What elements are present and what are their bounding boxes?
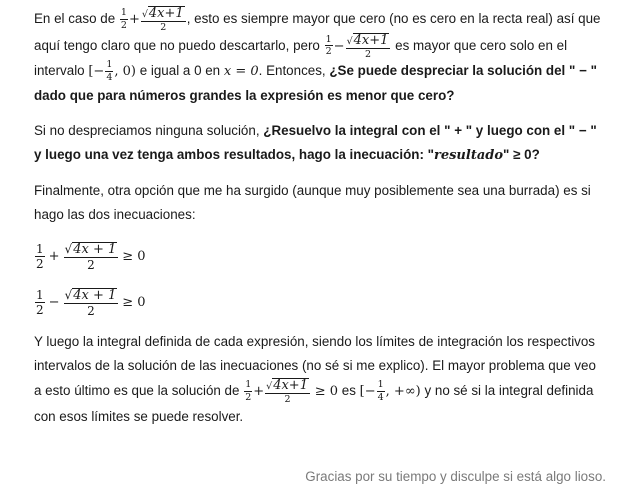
fraction-sqrt: $\frac{√4x+1}{2}$ (266, 378, 308, 405)
geq-zero: ≥ 0 (122, 294, 146, 310)
paragraph-2 (34, 119, 604, 168)
fraction-sqrt: $\frac{√4x + 1}{2}$ (64, 241, 117, 272)
interval-open: [− (88, 64, 105, 79)
minus-sign: − (333, 38, 345, 54)
question-body (34, 6, 604, 440)
text: es mayor que cero solo en el intervalo (34, 37, 568, 78)
question-bold-2: ¿Resuelvo la integral con el " + " y luego con el " − " y luego una vez tenga ambos resultados, hago la inecuación: "resultado" ≥ 0? (34, 123, 597, 163)
fraction-one-half: $\frac{1}{2}$ (245, 379, 252, 403)
fraction-one-half: $\frac{1}{2}$ (325, 33, 332, 58)
minus-sign: − (48, 294, 60, 310)
math-resultado: resultado (433, 148, 504, 163)
fraction-sqrt: $\frac{√4x+1}{2}$ (141, 6, 184, 33)
text: e igual a 0 en (139, 63, 221, 78)
interval-open: [− (359, 383, 376, 399)
text: Si no despreciamos ninguna solución, (34, 123, 260, 138)
text: Y luego la integral definida de cada expresión, siendo los límites de integración los respectivos intervalos de la solución de las inecuaciones (no sé si me explico). El mayor problema que veo a esto último es que la solución de (34, 334, 596, 398)
geq-zero: ≥ 0 (122, 248, 146, 264)
interval-close: , +∞) (385, 383, 421, 399)
plus-sign: + (253, 383, 265, 399)
text: y no sé si la integral definida con esos límites se puede resolver. (34, 382, 594, 424)
plus-sign: + (128, 11, 140, 27)
text: es (341, 382, 356, 398)
fraction-one-half: $\frac{1}{2}$ (36, 241, 44, 271)
footer-note: Gracias por su tiempo y disculpe si está algo lioso. (305, 469, 606, 484)
plus-sign: + (48, 248, 60, 264)
text: En el caso de (34, 10, 116, 26)
inequation-minus (34, 284, 604, 320)
math-x-equals-zero: x = 0 (223, 64, 259, 79)
fraction-sqrt: $\frac{√4x + 1}{2}$ (64, 287, 117, 318)
paragraph-1 (34, 6, 604, 108)
text: , esto es siempre mayor que cero (no es cero en la recta real) así que aquí tengo claro que no puedo descartarlo, pero (34, 10, 601, 53)
fraction-one-quarter: $\frac{1}{4}$ (377, 379, 384, 403)
fraction-one-half: $\frac{1}{2}$ (36, 287, 44, 317)
fraction-sqrt: $\frac{√4x+1}{2}$ (346, 32, 389, 60)
paragraph-3: Finalmente, otra opción que me ha surgido (aunque muy posiblemente sea una burrada) es si hago las dos inecuaciones: (34, 183, 591, 222)
text: . Entonces, (258, 63, 326, 78)
paragraph-4 (34, 330, 604, 429)
interval-close: , 0) (114, 64, 136, 79)
inequation-plus (34, 238, 604, 274)
geq-zero: ≥ 0 (314, 383, 339, 399)
question-bold-1: ¿Se puede despreciar la solución del " − " dado que para números grandes la expresión es menor que cero? (34, 63, 597, 103)
fraction-one-half: $\frac{1}{2}$ (120, 7, 127, 31)
fraction-one-quarter: $\frac{1}{4}$ (106, 59, 113, 83)
